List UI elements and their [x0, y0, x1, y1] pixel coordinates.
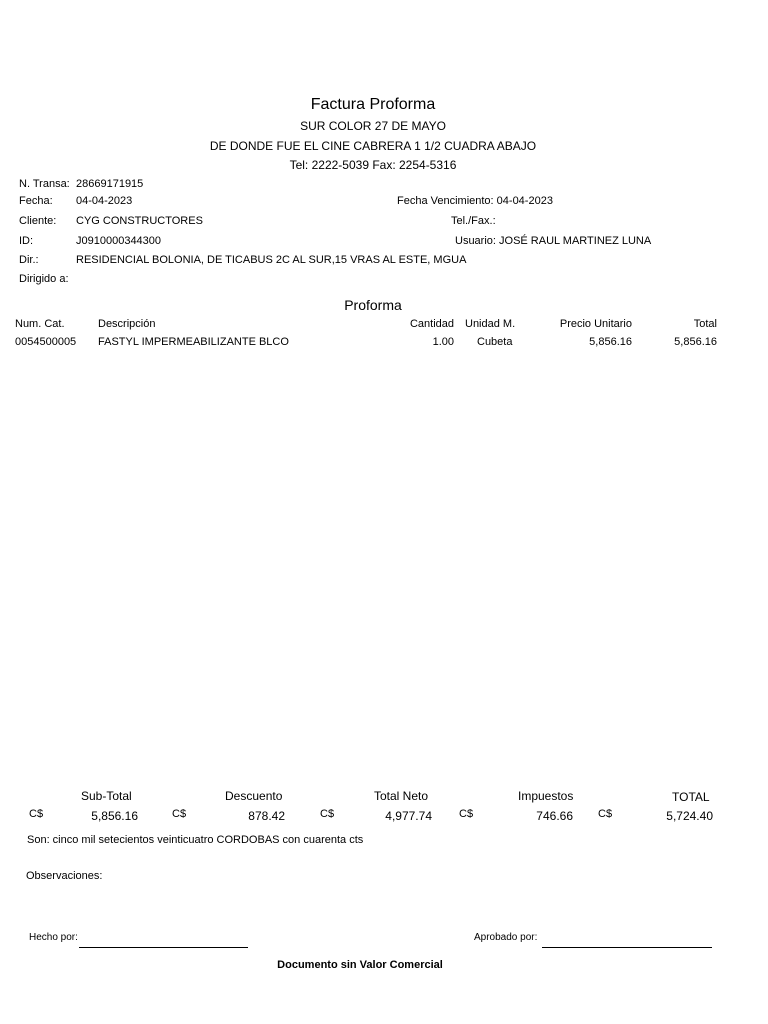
header-descripcion: Descripción — [98, 318, 156, 330]
aprobado-por-label: Aprobado por: — [474, 932, 538, 943]
header-numcat: Num. Cat. — [15, 318, 65, 330]
row-precio: 5,856.16 — [589, 336, 632, 348]
section-title: Proforma — [344, 297, 402, 313]
usuario: Usuario: JOSÉ RAUL MARTINEZ LUNA — [455, 235, 652, 247]
impuestos-label: Impuestos — [518, 789, 574, 803]
row-numcat: 0054500005 — [15, 336, 77, 348]
dirigido-label: Dirigido a: — [19, 273, 69, 285]
impuestos-currency: C$ — [459, 808, 474, 820]
row-descripcion: FASTYL IMPERMEABILIZANTE BLCO — [98, 336, 289, 348]
header-precio: Precio Unitario — [559, 318, 632, 330]
impuestos-value: 746.66 — [536, 809, 573, 823]
id-label: ID: — [19, 235, 34, 247]
row-unidad: Cubeta — [477, 336, 513, 348]
descuento-value: 878.42 — [248, 809, 285, 823]
fecha-value: 04-04-2023 — [76, 195, 133, 207]
total-neto-value: 4,977.74 — [385, 809, 432, 823]
fecha-label: Fecha: — [19, 195, 53, 207]
total-label: TOTAL — [672, 790, 710, 804]
header-cantidad: Cantidad — [409, 318, 454, 330]
fecha-vencimiento: Fecha Vencimiento: 04-04-2023 — [397, 195, 553, 207]
cliente-value: CYG CONSTRUCTORES — [76, 215, 203, 227]
observaciones-label: Observaciones: — [26, 870, 103, 882]
document-title: Factura Proforma — [310, 96, 436, 113]
dir-label: Dir.: — [19, 254, 39, 266]
neto-currency: C$ — [320, 808, 335, 820]
company-name: SUR COLOR 27 DE MAYO — [300, 119, 446, 133]
aprobado-por-signature-line — [542, 947, 712, 948]
amount-in-words: Son: cinco mil setecientos veinticuatro CORDOBAS con cuarenta cts — [27, 834, 364, 846]
row-total: 5,856.16 — [674, 336, 717, 348]
total-value: 5,724.40 — [666, 809, 713, 823]
descuento-label: Descuento — [225, 789, 283, 803]
company-phone: Tel: 2222-5039 Fax: 2254-5316 — [289, 158, 457, 172]
hecho-por-signature-line — [79, 947, 248, 948]
cliente-label: Cliente: — [19, 215, 57, 227]
dir-value: RESIDENCIAL BOLONIA, DE TICABUS 2C AL SUR,15 VRAS AL ESTE, MGUA — [76, 254, 467, 266]
header-unidad: Unidad M. — [465, 318, 516, 330]
subtotal-currency: C$ — [29, 808, 44, 820]
subtotal-value: 5,856.16 — [91, 809, 138, 823]
transa-value: 28669171915 — [76, 178, 144, 190]
header-total: Total — [693, 318, 717, 330]
transa-label: N. Transa: — [19, 178, 70, 190]
hecho-por-label: Hecho por: — [29, 932, 78, 943]
id-value: J0910000344300 — [76, 235, 162, 247]
subtotal-label: Sub-Total — [81, 789, 132, 803]
company-address: DE DONDE FUE EL CINE CABRERA 1 1/2 CUADRA ABAJO — [209, 139, 537, 153]
descuento-currency: C$ — [172, 808, 187, 820]
row-cantidad: 1.00 — [432, 336, 454, 348]
total-currency: C$ — [598, 808, 613, 820]
total-neto-label: Total Neto — [374, 789, 429, 803]
footer-note: Documento sin Valor Comercial — [277, 959, 443, 971]
tel-fax: Tel./Fax.: — [451, 215, 496, 227]
